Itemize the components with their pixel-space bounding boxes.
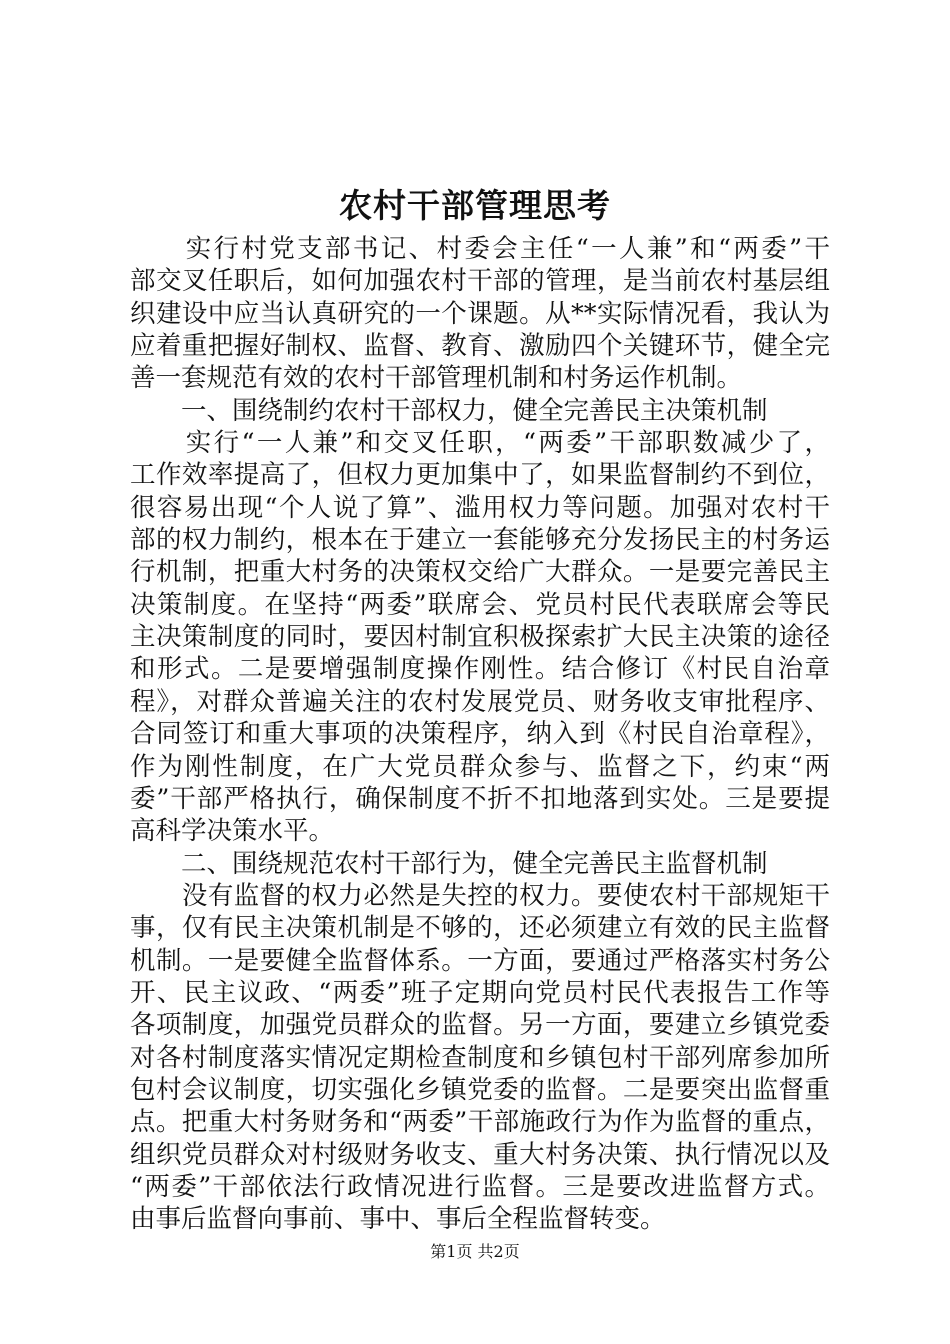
text-line: 对各村制度落实情况定期检查制度和乡镇包村干部列席参加所 [130, 1042, 830, 1073]
text-line: 没有监督的权力必然是失控的权力。要使农村干部规矩干 [130, 880, 830, 911]
text-line: 一、围绕制约农村干部权力，健全完善民主决策机制 [130, 395, 768, 426]
text-line: 包村会议制度，切实强化乡镇党委的监督。二是要突出监督重 [130, 1074, 830, 1105]
text-line: 作为刚性制度，在广大党员群众参与、监督之下，约束“两 [130, 751, 830, 782]
text-line: 实行村党支部书记、村委会主任“一人兼”和“两委”干 [130, 234, 830, 264]
text-line: 工作效率提高了，但权力更加集中了，如果监督制约不到位， [130, 460, 830, 491]
page-footer: 第1页 共2页 [430, 1242, 520, 1261]
text-line: 和形式。二是要增强制度操作刚性。结合修订《村民自治章 [130, 654, 830, 685]
text-line: 决策制度。在坚持“两委”联席会、党员村民代表联席会等民 [130, 589, 830, 620]
text-line: 组织党员群众对村级财务收支、重大村务决策、执行情况以及 [130, 1139, 830, 1170]
text-line: 点。把重大村务财务和“两委”干部施政行为作为监督的重点， [130, 1107, 830, 1138]
text-line: 很容易出现“个人说了算”、滥用权力等问题。加强对农村干 [130, 492, 830, 523]
text-line: 委”干部严格执行，确保制度不折不扣地落到实处。三是要提 [130, 783, 830, 814]
text-line: 部的权力制约，根本在于建立一套能够充分发扬民主的村务运 [130, 525, 830, 556]
text-line: 合同签订和重大事项的决策程序，纳入到《村民自治章程》， [130, 719, 830, 750]
document-body [130, 233, 830, 1236]
text-line: 二、围绕规范农村干部行为，健全完善民主监督机制 [130, 848, 768, 879]
text-line: 程》，对群众普遍关注的农村发展党员、财务收支审批程序、 [130, 686, 830, 717]
text-line: 事，仅有民主决策机制是不够的，还必须建立有效的民主监督 [130, 913, 830, 944]
text-line: 主决策制度的同时，要因村制宜积极探索扩大民主决策的途径 [130, 622, 830, 653]
text-line: 机制。一是要健全监督体系。一方面，要通过严格落实村务公 [130, 945, 830, 976]
text-line: 部交叉任职后，如何加强农村干部的管理，是当前农村基层组 [130, 266, 830, 297]
text-line: “两委”干部依法行政情况进行监督。三是要改进监督方式。 [130, 1171, 830, 1202]
text-line: 织建设中应当认真研究的一个课题。从**实际情况看，我认为 [130, 298, 830, 329]
text-line: 开、民主议政、“两委”班子定期向党员村民代表报告工作等 [130, 977, 830, 1008]
text-line: 由事后监督向事前、事中、事后全程监督转变。 [130, 1204, 666, 1235]
text-line: 行机制，把重大村务的决策权交给广大群众。一是要完善民主 [130, 557, 830, 588]
text-line: 高科学决策水平。 [130, 816, 335, 847]
document-title: 农村干部管理思考 [339, 186, 611, 225]
text-line: 各项制度，加强党员群众的监督。另一方面，要建立乡镇党委 [130, 1010, 830, 1041]
text-line: 实行“一人兼”和交叉任职，“两委”干部职数减少了， [130, 428, 830, 459]
text-line: 应着重把握好制权、监督、教育、激励四个关键环节，健全完 [130, 331, 830, 362]
text-line: 善一套规范有效的农村干部管理机制和村务运作机制。 [130, 363, 743, 394]
